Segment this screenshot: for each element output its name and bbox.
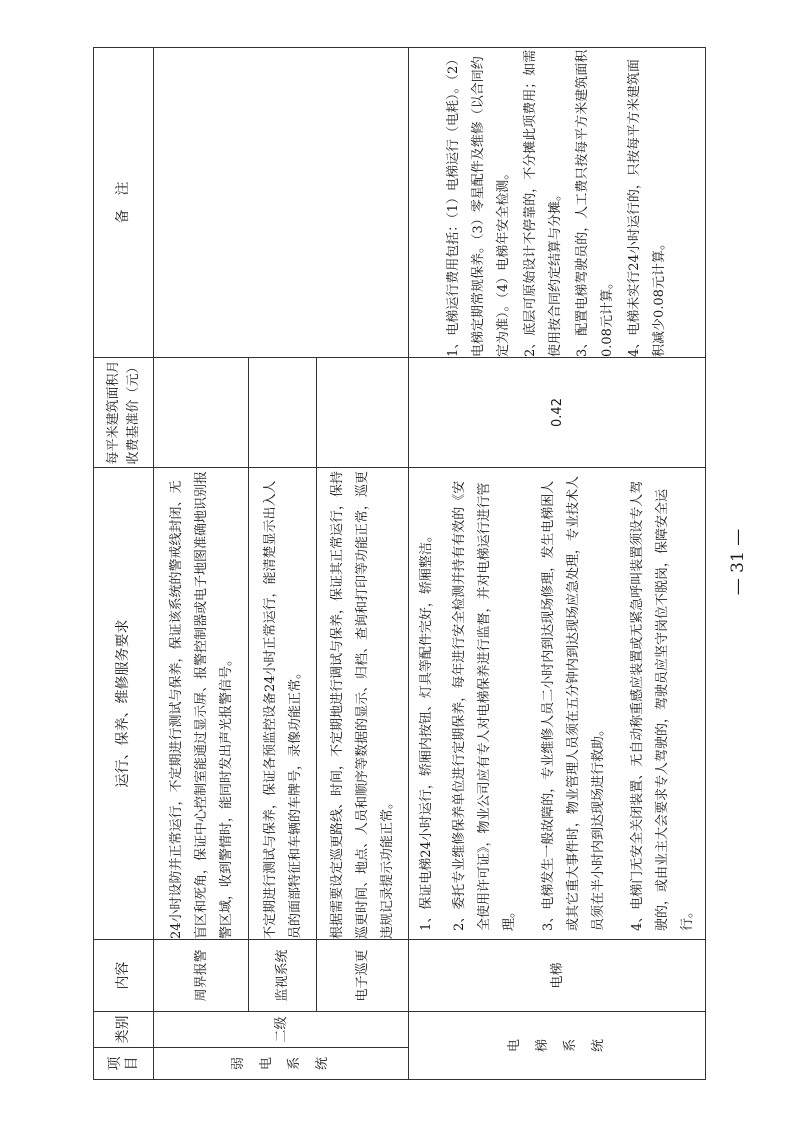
elevator-note-item: 1、电梯运行费用包括：（1）电梯运行（电耗）。（2）电梯定期常规保养。（3）零星配件及维修（以合同约定为准）。（4）电梯年安全检测。 <box>445 52 511 357</box>
weak-system-project-cell <box>154 1048 409 1080</box>
elevator-note-item: 2、底层可原始设计不停靠的，不分摊此项费用；如需使用按合同约定结算与分摊。 <box>522 49 563 357</box>
elevator-system-char: 系 <box>563 1039 578 1053</box>
header-price: 每平米建筑面积月收费基准价（元） <box>94 358 154 468</box>
elevator-price: 0.42 <box>409 358 706 468</box>
header-requirements: 运行、保养、维修服务要求 <box>94 468 154 940</box>
elevator-requirement-item: 4、电梯门无安全关闭装置、无自动称重感应装置或无紧急呼叫装置须设专人驾驶的，或由业主大会要求专人驾驶的，驾驶员应坚守岗位不脱岗，保障安全运行。 <box>630 480 695 931</box>
header-project <box>94 1048 154 1080</box>
header-category: 类别 <box>94 1012 154 1048</box>
weak-system-char: 系 <box>287 1057 302 1071</box>
elevator-system-char: 梯 <box>535 1039 550 1053</box>
requirement-monitoring: 不定期进行测试与保养，保证各预监控设备24小时正常运行，能清楚显示出入人员的面部特征和车辆的车牌号，录像功能正常。 <box>249 468 317 940</box>
weak-system-char: 电 <box>259 1057 274 1071</box>
content-elevator: 电梯 <box>409 940 706 1012</box>
price-empty-cell <box>249 358 317 468</box>
elevator-requirement-item: 3、电梯发生一般故障的，专业维修人员二小时内到达现场修理，发生电梯困人或其它重大事件时，物业管理人员须在五分钟内到达现场应急处理，专业技术人员须在半小时内到达现场进行救助。 <box>541 475 606 931</box>
table-row <box>409 48 706 1080</box>
requirement-perimeter-alarm: 24小时设防并正常运行，不定期进行测试与保养，保证该系统的警戒线封闭、无盲区和死角，保证中心控制室能通过显示屏、报警控制器或电子地图准确地识别报警区域，收到警情时，能同时发出声光报警信号。 <box>154 468 249 940</box>
requirement-elevator <box>409 468 706 940</box>
weak-system-level: 二级 <box>154 1012 409 1048</box>
header-project-line2: 目 <box>123 1056 140 1071</box>
elevator-notes <box>409 48 706 358</box>
service-standards-table <box>93 47 706 1080</box>
elevator-note-item: 3、配置电梯驾驶员的，人工费只按每平方米建筑面积0.08元计算。 <box>574 49 615 357</box>
elevator-requirement-item: 1、保证电梯24小时运行，轿厢内按钮、灯具等配件完好，轿厢整洁。 <box>419 529 434 931</box>
weak-system-char: 弱 <box>231 1057 246 1071</box>
content-perimeter-alarm: 周界报警 <box>154 940 249 1012</box>
price-empty-cell <box>317 358 409 468</box>
table-row <box>154 48 249 1080</box>
elevator-system-project-cell <box>409 1012 706 1080</box>
content-patrol: 电子巡更 <box>317 940 409 1012</box>
content-monitoring: 监视系统 <box>249 940 317 1012</box>
elevator-note-item: 4、电梯未实行24小时运行的，只按每平方米建筑面积减少0.08元计算。 <box>626 59 667 357</box>
notes-empty-cell <box>154 48 409 358</box>
requirement-patrol: 根据需要设定巡更路线、时间，不定期地进行调试与保养，保证其正常运行，保持巡更时间、地点、人员和顺序等数据的显示、归档、查询和打印等功能正常，巡更违规记录提示功能正常。 <box>317 468 409 940</box>
page-number: — 31 — <box>728 528 748 596</box>
header-notes: 备 注 <box>94 48 154 358</box>
elevator-system-char: 统 <box>591 1039 606 1053</box>
header-project-line1: 项 <box>106 1056 123 1071</box>
header-content: 内容 <box>94 940 154 1012</box>
weak-system-char: 统 <box>315 1057 330 1071</box>
header-row <box>94 48 154 1080</box>
price-empty-cell <box>154 358 249 468</box>
elevator-requirement-item: 2、委托专业维修保养单位进行定期保养，每年进行安全检测并持有有效的《安全使用许可证》，物业公司应有专人对电梯保养进行监督，并对电梯运行进行管理。 <box>452 480 517 931</box>
elevator-system-char: 电 <box>507 1039 522 1053</box>
